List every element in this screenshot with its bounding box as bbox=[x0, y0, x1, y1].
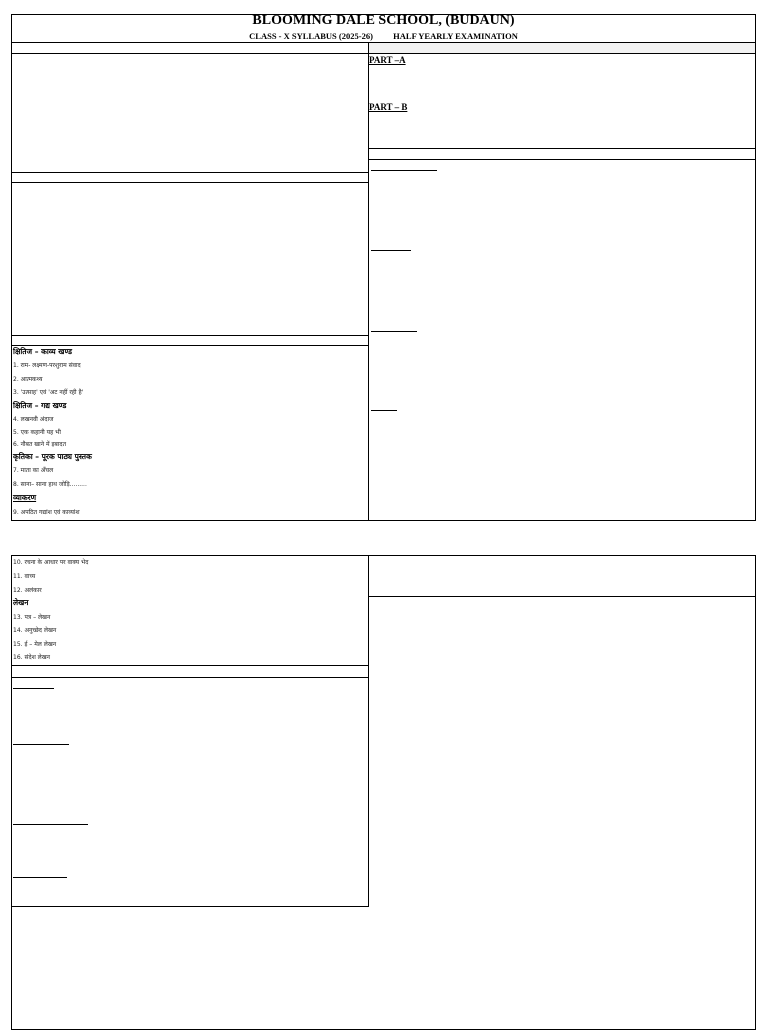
list-item: 7. माता का अँचल bbox=[13, 467, 54, 474]
list-item: 10. रचना के आधार पर वाक्य भेद bbox=[13, 559, 89, 566]
right-cell-rule bbox=[369, 148, 756, 149]
left-cell-rule bbox=[11, 172, 368, 173]
kshitij-gadya-heading: क्षितिज – गद्य खण्ड bbox=[13, 401, 67, 410]
syllabus-subtitle bbox=[12, 31, 755, 41]
list-item: 6. नौबत खाने में इबादत bbox=[13, 441, 66, 448]
blank-heading-underline bbox=[13, 744, 69, 745]
left-cell-rule bbox=[11, 677, 368, 678]
exam-name: HALF YEARLY EXAMINATION bbox=[393, 31, 518, 41]
list-item: 1. राम- लक्ष्मण-परशुराम संवाद bbox=[13, 362, 81, 369]
list-item: 13. पत्र – लेखन bbox=[13, 614, 51, 621]
header-subrow-divider bbox=[11, 53, 756, 54]
blank-heading-underline bbox=[371, 410, 397, 411]
page-2-right-rule bbox=[369, 596, 756, 597]
lekhan-heading: लेखन bbox=[13, 598, 29, 607]
list-item: 11. वाच्य bbox=[13, 573, 36, 580]
blank-heading-underline bbox=[13, 824, 88, 825]
list-item: 4. लखनवी अंदाज bbox=[13, 416, 54, 423]
left-cell-rule bbox=[11, 906, 369, 907]
page-2-sheet bbox=[11, 555, 756, 1030]
list-item: 3. 'उत्साह' एवं 'अट नहीं रही है' bbox=[13, 389, 84, 396]
page-1-sheet bbox=[11, 14, 756, 521]
class-syllabus: CLASS - X SYLLABUS (2025-26) bbox=[249, 31, 373, 41]
list-item: 9. अपठित गद्यांश एवं काव्यांश bbox=[13, 509, 80, 516]
blank-heading-underline bbox=[371, 331, 417, 332]
list-item: 14. अनुच्छेद लेखन bbox=[13, 627, 57, 634]
left-cell-rule bbox=[11, 335, 368, 336]
page-1-column-divider bbox=[368, 43, 369, 521]
blank-heading-underline bbox=[13, 688, 54, 689]
page-2-column-divider-top bbox=[368, 555, 369, 906]
vyakaran-heading: व्याकरण bbox=[13, 493, 37, 502]
left-cell-rule bbox=[11, 345, 368, 346]
blank-heading-underline bbox=[371, 250, 411, 251]
header-subrow-right-shade bbox=[369, 43, 755, 53]
kritika-heading: कृतिका – पूरक पाठ्य पुस्तक bbox=[13, 452, 92, 461]
part-a-label: PART –A bbox=[369, 55, 406, 65]
left-cell-rule bbox=[11, 182, 368, 183]
list-item: 15. ई – मेल लेखन bbox=[13, 641, 57, 648]
right-cell-rule bbox=[369, 159, 756, 160]
list-item: 2. आत्मकथ्य bbox=[13, 376, 43, 383]
blank-heading-underline bbox=[371, 170, 437, 171]
school-name: BLOOMING DALE SCHOOL, (BUDAUN) bbox=[252, 13, 515, 28]
part-b-label: PART – B bbox=[369, 102, 408, 112]
list-item: 12. अलंकार bbox=[13, 587, 42, 594]
left-cell-rule bbox=[11, 665, 368, 666]
list-item: 16. संदेश लेखन bbox=[13, 654, 50, 661]
list-item: 5. एक कहानी यह भी bbox=[13, 429, 61, 436]
kshitij-kavya-heading: क्षितिज – काव्य खण्ड bbox=[13, 347, 73, 356]
blank-heading-underline bbox=[13, 877, 67, 878]
list-item: 8. साना– साना हाथ जोड़ि......... bbox=[13, 481, 87, 488]
